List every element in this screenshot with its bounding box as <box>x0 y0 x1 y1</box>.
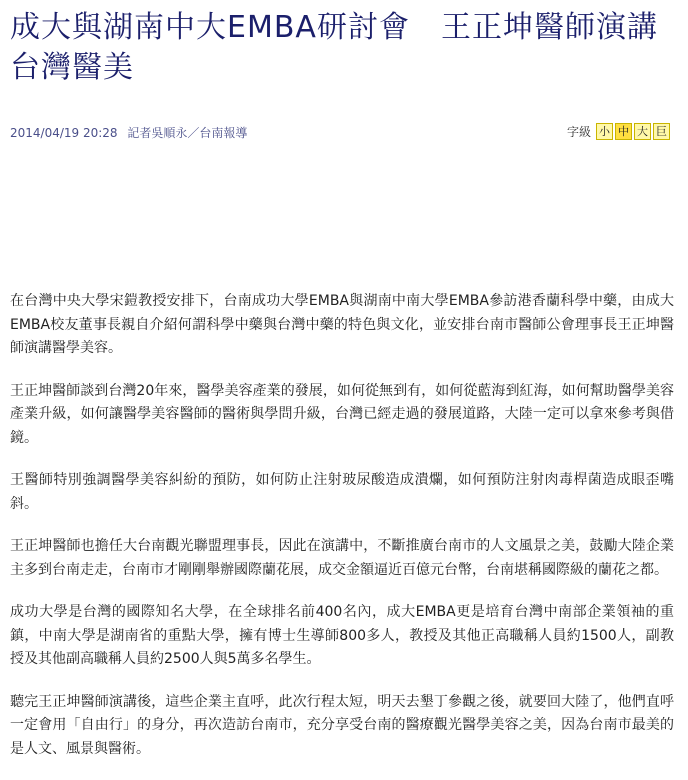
article-paragraph: 在台灣中央大學宋鎧教授安排下，台南成功大學EMBA與湖南中南大學EMBA參訪港香蘭科學中藥，由成大EMBA校友董事長親自介紹何謂科學中藥與台灣中藥的特色與文化，並安排台南市醫師公會理事長王正坤醫師演講醫學美容。 <box>10 293 674 356</box>
font-size-control <box>567 123 670 140</box>
font-size-medium-button[interactable]: 中 <box>615 123 632 140</box>
article-paragraph: 王正坤醫師談到台灣20年來，醫學美容產業的發展，如何從無到有，如何從藍海到紅海，如何幫助醫學美容產業升級，如何讓醫學美容醫師的醫術與學問升級，台灣已經走過的發展道路，大陸一定可以拿來參考與借鏡。 <box>10 382 674 446</box>
font-size-xlarge-button[interactable]: 巨 <box>653 123 670 140</box>
font-size-large-button[interactable]: 大 <box>634 123 651 140</box>
article-paragraph: 王醫師特別強調醫學美容糾紛的預防，如何防止注射玻尿酸造成潰爛，如何預防注射肉毒桿菌造成眼歪嘴斜。 <box>10 472 674 512</box>
article-title: 成大與湖南中大EMBA研討會 王正坤醫師演講台灣醫美 <box>10 10 658 85</box>
font-size-label: 字級 <box>566 125 591 139</box>
article-paragraph: 王正坤醫師也擔任大台南觀光聯盟理事長，因此在演講中，不斷推廣台南市的人文風景之美，鼓勵大陸企業主多到台南走走，台南市才剛剛舉辦國際蘭花展，成交金額逼近百億元台幣，台南堪稱國際級的蘭花之都。 <box>10 538 674 578</box>
font-size-small-button[interactable]: 小 <box>596 123 613 140</box>
article-date: 2014/04/19 20:28 <box>10 126 118 140</box>
article-paragraph: 聽完王正坤醫師演講後，這些企業主直呼，此次行程太短，明天去墾丁參觀之後，就要回大陸了，他們直呼一定會用「自由行」的身分，再次造訪台南市，充分享受台南的醫療觀光醫學美容之美，因為台南市最美的是人文、風景與醫術。 <box>10 693 674 757</box>
article-author: 記者吳順永／台南報導 <box>127 126 248 140</box>
article-meta <box>10 124 253 141</box>
article-paragraph: 成功大學是台灣的國際知名大學，在全球排名前400名內，成大EMBA更是培育台灣中南部企業領袖的重鎮，中南大學是湖南省的重點大學，擁有博士生導師800多人，教授及其他正高職稱人員約1500人，副教授及其他副高職稱人員約2500人與5萬多名學生。 <box>10 604 674 667</box>
article-body <box>10 290 674 780</box>
